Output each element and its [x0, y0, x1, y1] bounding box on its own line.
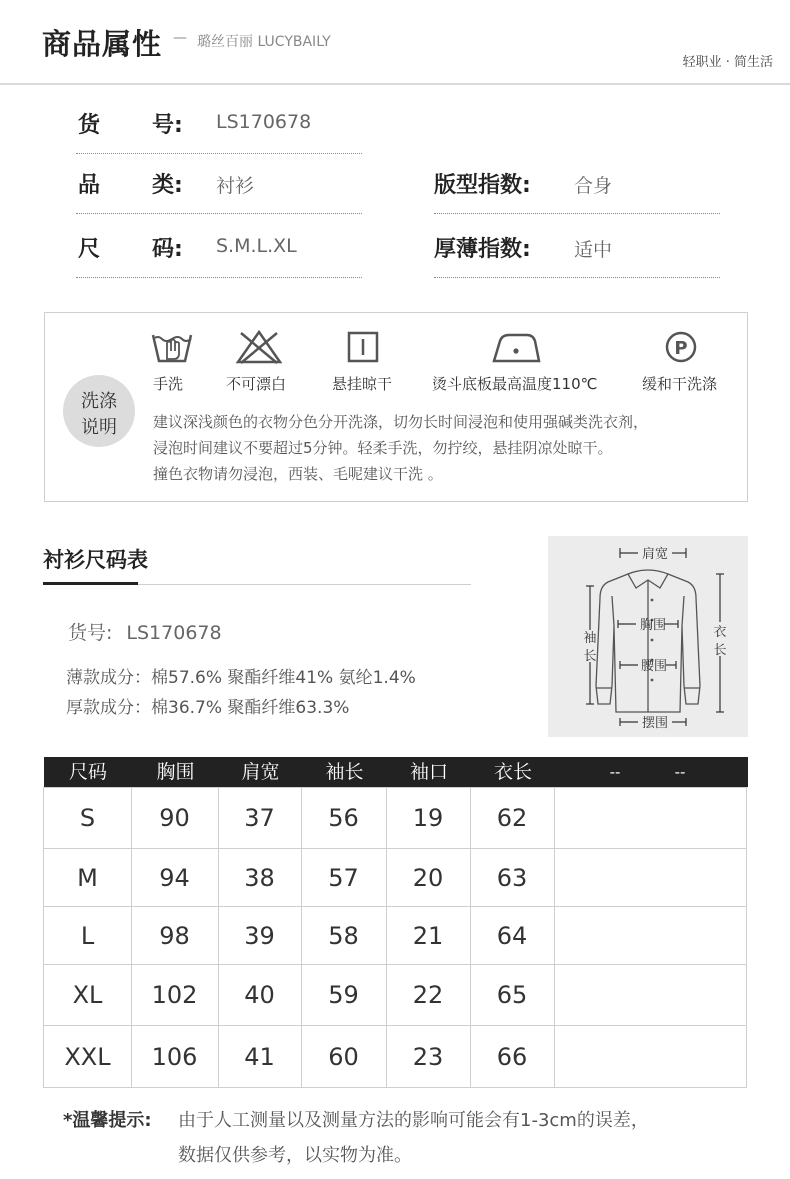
table-row [44, 1026, 746, 1087]
column-header: 尺码 [68, 761, 107, 783]
diagram-label: 长 [583, 649, 597, 664]
attr-value: 适中 [574, 239, 613, 261]
divider [138, 584, 471, 585]
sleeve-cell: 60 [328, 1042, 359, 1071]
length-cell: 65 [496, 981, 528, 1009]
attr-item-number [76, 100, 362, 154]
size-table-header [44, 757, 748, 787]
chest-cell: 106 [151, 1042, 198, 1071]
column-header: 衣长 [493, 761, 532, 783]
attr-label: 号: [152, 113, 183, 138]
length-cell: 62 [496, 804, 528, 832]
title-underline [43, 582, 138, 585]
dry-clean-icon [664, 329, 698, 369]
attr-thickness-index [434, 224, 720, 278]
shoulder-cell: 41 [244, 1042, 275, 1071]
diagram-label: 袖 [583, 631, 597, 646]
size-table [43, 787, 747, 1088]
column-header: 肩宽 [241, 761, 280, 783]
table-row [44, 849, 746, 907]
page-title: 商品属性 [42, 27, 163, 61]
page-header [0, 0, 790, 85]
brand-tagline: 轻职业 · 简生活 [682, 55, 773, 70]
shirt-measurement-diagram [548, 536, 748, 737]
svg-text:P: P [674, 338, 688, 359]
column-header: -- [674, 763, 686, 781]
brand-name: 璐丝百丽 LUCYBAILY [197, 34, 331, 50]
composition-thin: 薄款成分：棉57.6% 聚酯纤维41% 氨纶1.4% [66, 668, 416, 688]
attr-value: 合身 [574, 175, 613, 197]
wash-note-line: 撞色衣物请勿浸泡，西装、毛呢建议干洗 。 [153, 465, 443, 483]
no-bleach-icon [235, 329, 283, 369]
wash-note-line: 浸泡时间建议不要超过5分钟。轻柔手洗，勿拧绞，悬挂阴凉处晾干。 [153, 439, 613, 457]
wash-label: 手洗 [153, 375, 184, 393]
sleeve-cell: 58 [328, 921, 359, 950]
diagram-label: 腰围 [640, 659, 668, 674]
attr-label: 尺 [78, 237, 101, 262]
cuff-cell: 23 [412, 1042, 444, 1071]
size-cell: M [77, 863, 98, 892]
attr-label: 类: [152, 173, 183, 198]
size-cell: L [80, 921, 95, 950]
item-number-label: 货号: [68, 622, 113, 644]
table-row [44, 965, 746, 1026]
length-cell: 64 [496, 921, 528, 950]
column-header: 袖口 [409, 761, 448, 783]
hand-wash-icon [150, 329, 194, 369]
diagram-label: 胸围 [639, 618, 667, 633]
cuff-cell: 21 [412, 921, 444, 950]
size-cell: XL [72, 981, 103, 1009]
column-header: -- [609, 763, 621, 781]
title-dash: — [173, 30, 187, 46]
attr-fit-index [434, 160, 720, 214]
hang-dry-icon [346, 329, 380, 369]
item-number-value: LS170678 [126, 622, 222, 644]
chest-cell: 94 [159, 863, 190, 892]
chest-cell: 98 [159, 921, 190, 950]
diagram-label: 衣 [713, 625, 727, 640]
size-cell: XXL [64, 1042, 111, 1071]
wash-label: 缓和干洗涤 [642, 375, 718, 393]
iron-icon [491, 329, 541, 369]
attr-category [76, 160, 362, 214]
shoulder-cell: 37 [244, 804, 275, 832]
shoulder-cell: 39 [244, 921, 275, 950]
table-row [44, 788, 746, 849]
cuff-cell: 20 [412, 863, 444, 892]
attr-value: LS170678 [216, 111, 312, 133]
badge-line: 说明 [81, 417, 117, 438]
shirt-icon [548, 536, 748, 737]
sleeve-cell: 57 [328, 863, 359, 892]
attr-label: 厚薄指数: [434, 237, 531, 262]
washing-badge [63, 375, 135, 447]
cuff-cell: 22 [412, 981, 444, 1009]
note-label: *温馨提示: [63, 1110, 152, 1131]
shoulder-cell: 40 [244, 981, 275, 1009]
badge-line: 洗涤 [81, 391, 117, 412]
shoulder-cell: 38 [244, 863, 275, 892]
diagram-label: 长 [713, 643, 727, 658]
size-chart-title: 衬衫尺码表 [43, 548, 148, 572]
wash-label: 烫斗底板最高温度110℃ [432, 375, 598, 393]
diagram-label: 摆围 [641, 716, 669, 731]
wash-label: 不可漂白 [226, 375, 287, 393]
sleeve-cell: 56 [328, 804, 359, 832]
attr-size [76, 224, 362, 278]
attr-label: 品 [78, 173, 101, 198]
attr-value: 衬衫 [216, 175, 255, 197]
attr-value: S.M.L.XL [216, 235, 297, 257]
table-row [44, 907, 746, 965]
composition-thick: 厚款成分：棉36.7% 聚酯纤维63.3% [66, 698, 350, 718]
attr-label: 码: [152, 237, 183, 262]
diagram-label: 肩宽 [641, 547, 669, 562]
attr-label: 版型指数: [434, 173, 531, 198]
chest-cell: 90 [159, 804, 190, 832]
wash-note-line: 建议深浅颜色的衣物分色分开洗涤，切勿长时间浸泡和使用强碱类洗衣剂， [153, 413, 649, 431]
length-cell: 66 [496, 1042, 528, 1071]
cuff-cell: 19 [412, 804, 444, 832]
attr-label: 货 [78, 113, 101, 138]
note-line: 数据仅供参考，以实物为准。 [178, 1145, 412, 1166]
column-header: 袖长 [325, 761, 364, 783]
chest-cell: 102 [151, 981, 198, 1009]
length-cell: 63 [496, 863, 528, 892]
wash-label: 悬挂晾干 [332, 375, 393, 393]
sleeve-cell: 59 [328, 981, 359, 1009]
note-line: 由于人工测量以及测量方法的影响可能会有1-3cm的误差， [178, 1110, 649, 1131]
washing-instructions [44, 312, 748, 502]
column-header: 胸围 [156, 761, 195, 783]
size-cell: S [79, 804, 96, 832]
item-number [68, 618, 222, 645]
